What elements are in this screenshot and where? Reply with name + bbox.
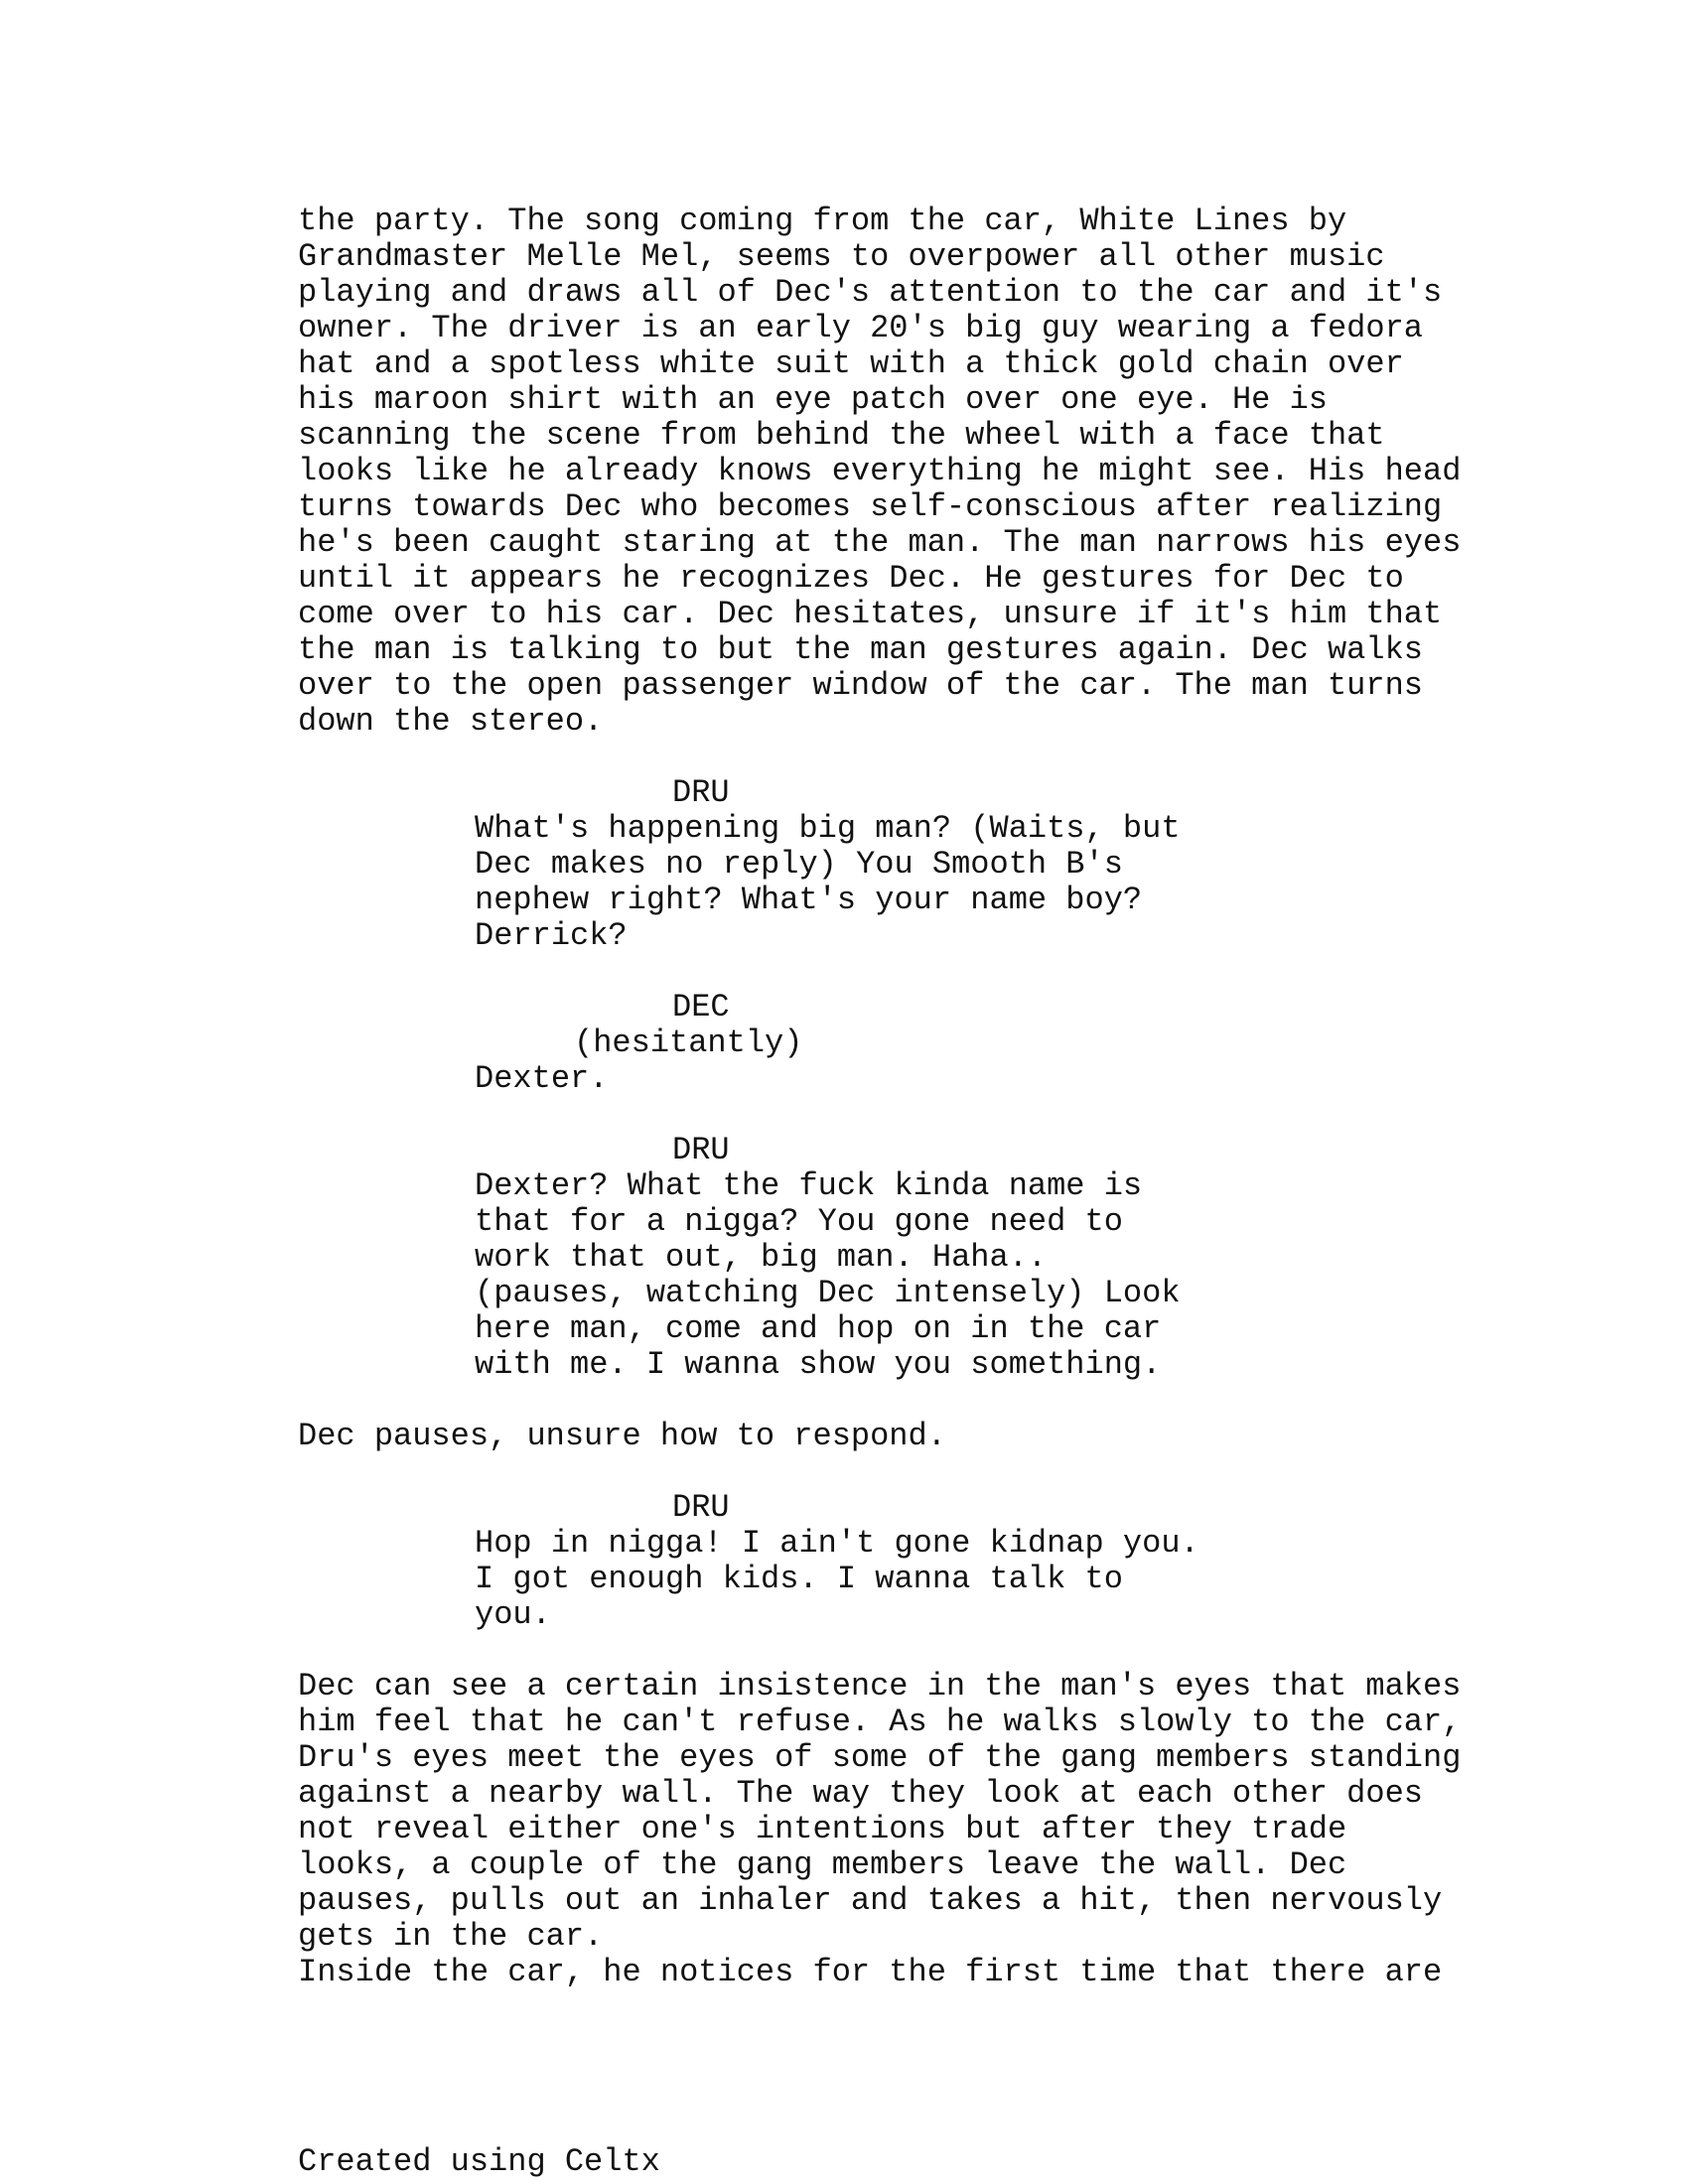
- action-paragraph: the party. The song coming from the car, White Lines by Grandmaster Melle Mel, seems to overpower all other music playing and draws all of Dec's attention to the car and it's owner. The driver is an early 20's big guy wearing a fedora hat and a spotless white suit with a thick gold chain over his maroon shirt with an eye patch over one eye. He is scanning the scene from behind the wheel with a face that looks like he already knows everything he might see. His head turns towards Dec who becomes self-conscious after realizing he's been caught staring at the man. The man narrows his eyes until it appears he recognizes Dec. He gestures for Dec to come over to his car. Dec hesitates, unsure if it's him that the man is talking to but the man gestures again. Dec walks over to the open passenger window of the car. The man turns down the stereo.: [298, 203, 1462, 740]
- character-name: DRU: [672, 774, 730, 811]
- action-paragraph: Inside the car, he notices for the first time that there are: [298, 1954, 1443, 1990]
- dialogue-line: Dexter? What the fuck kinda name is that for a nigga? You gone need to work that out, big man. Haha.. (pauses, watching Dec intensely) Look here man, come and hop on in the car with me. I wanna show you something.: [475, 1167, 1181, 1383]
- dialogue-line: Hop in nigga! I ain't gone kidnap you. I got enough kids. I wanna talk to you.: [475, 1525, 1199, 1633]
- character-name: DEC: [672, 989, 730, 1025]
- page-footer: Created using Celtx: [298, 2143, 660, 2180]
- parenthetical: (hesitantly): [574, 1024, 803, 1061]
- character-name: DRU: [672, 1132, 730, 1168]
- action-paragraph: Dec can see a certain insistence in the man's eyes that makes him feel that he can't refuse. As he walks slowly to the car, Dru's eyes meet the eyes of some of the gang members standing against a nearby wall. The way they look at each other does not reveal either one's intentions but after they trade looks, a couple of the gang members leave the wall. Dec pauses, pulls out an inhaler and takes a hit, then nervously gets in the car.: [298, 1668, 1462, 1955]
- action-paragraph: Dec pauses, unsure how to respond.: [298, 1418, 946, 1454]
- character-name: DRU: [672, 1489, 730, 1526]
- dialogue-line: Dexter.: [475, 1060, 609, 1097]
- dialogue-line: What's happening big man? (Waits, but Dec makes no reply) You Smooth B's nephew right? What's your name boy? Derrick?: [475, 810, 1181, 954]
